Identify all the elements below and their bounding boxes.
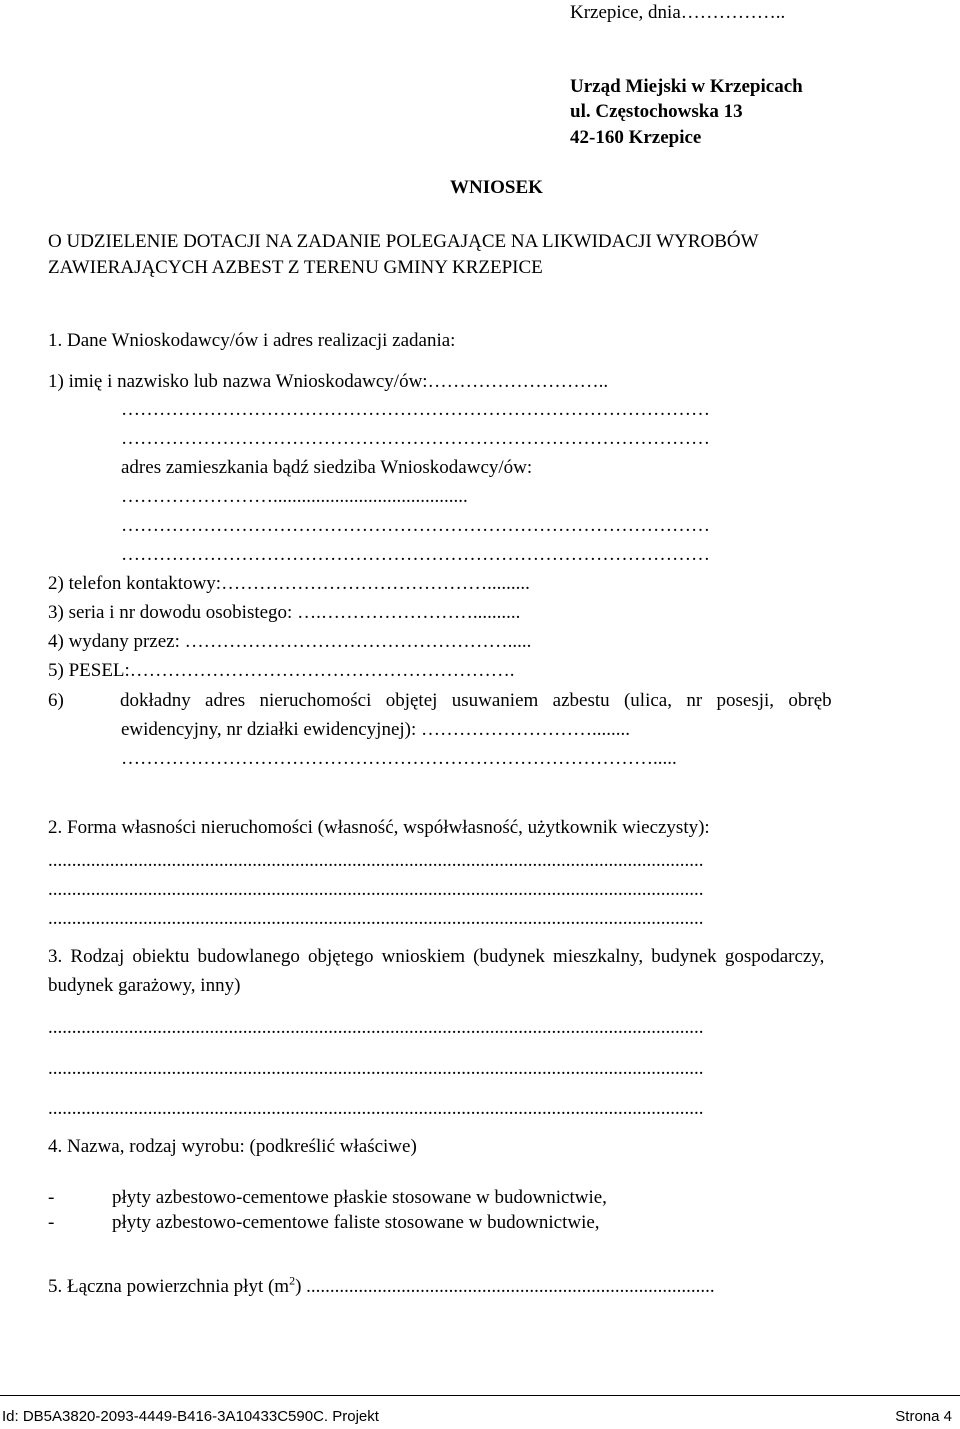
property-address-line2[interactable]: ewidencyjny, nr działki ewidencyjnej): ………………………........: [121, 719, 631, 740]
section3-heading: 3. Rodzaj obiektu budowlanego objętego wnioskiem (budynek mieszkalny, budynek gospodarczy,: [48, 946, 825, 967]
building-type-fill-1[interactable]: ..........................................................................................................................................: [48, 1017, 704, 1038]
pesel-field[interactable]: 5) PESEL:…………………………………………………….: [48, 660, 515, 681]
building-type-fill-2[interactable]: ..........................................................................................................................................: [48, 1058, 704, 1079]
address-fill-3[interactable]: …………………………………………………………………………………: [121, 544, 710, 565]
address-fill-1[interactable]: …………………….........................................: [121, 486, 468, 507]
phone-field[interactable]: 2) telefon kontaktowy:…………………………………….........: [48, 573, 530, 594]
ownership-fill-2[interactable]: ..........................................................................................................................................: [48, 879, 704, 900]
section3-heading-line2: budynek garażowy, inny): [48, 975, 241, 996]
applicant-name-field[interactable]: 1) imię i nazwisko lub nazwa Wnioskodawcy/ów:………………………..: [48, 371, 609, 392]
property-address-fill[interactable]: ………………………………………………………………………….....: [121, 748, 677, 769]
section1-heading: 1. Dane Wnioskodawcy/ów i adres realizacji zadania:: [48, 330, 456, 351]
document-subtitle-line1: O UDZIELENIE DOTACJI NA ZADANIE POLEGAJĄCE NA LIKWIDACJI WYROBÓW: [48, 231, 759, 252]
page-number: Strona 4: [895, 1408, 952, 1425]
office-name: Urząd Miejski w Krzepicach: [570, 76, 803, 97]
bullet-dash: -: [48, 1212, 55, 1233]
property-address-number: 6): [48, 690, 64, 711]
issued-by-field[interactable]: 4) wydany przez: …………………………………………….....: [48, 631, 532, 652]
square-superscript: 2: [289, 1273, 296, 1288]
page-footer: [0, 1395, 960, 1429]
product-option-corrugated-label: płyty azbestowo-cementowe faliste stosowane w budownictwie,: [112, 1212, 600, 1233]
section4-heading: 4. Nazwa, rodzaj wyrobu: (podkreślić właściwe): [48, 1136, 417, 1157]
date-line: Krzepice, dnia……………..: [570, 2, 786, 23]
product-option-corrugated[interactable]: [48, 1212, 600, 1234]
total-area-field[interactable]: [48, 1273, 715, 1298]
product-option-flat-label: płyty azbestowo-cementowe płaskie stosowane w budownictwie,: [112, 1187, 607, 1208]
total-area-fill: ) ......................................................................................: [295, 1276, 715, 1297]
ownership-fill-3[interactable]: ..........................................................................................................................................: [48, 908, 704, 929]
address-label: adres zamieszkania bądź siedziba Wnioskodawcy/ów:: [121, 457, 533, 478]
total-area-label: 5. Łączna powierzchnia płyt (m: [48, 1276, 290, 1297]
document-id: Id: DB5A3820-2093-4449-B416-3A10433C590C. Projekt: [2, 1408, 379, 1425]
office-city: 42-160 Krzepice: [570, 127, 702, 148]
section2-heading: 2. Forma własności nieruchomości (własność, współwłasność, użytkownik wieczysty):: [48, 817, 710, 838]
property-address-text: dokładny adres nieruchomości objętej usuwaniem azbestu (ulica, nr posesji, obręb: [120, 690, 832, 711]
applicant-name-fill-2[interactable]: …………………………………………………………………………………: [121, 428, 710, 449]
document-subtitle-line2: ZAWIERAJĄCYCH AZBEST Z TERENU GMINY KRZEPICE: [48, 257, 543, 278]
applicant-name-fill-1[interactable]: …………………………………………………………………………………: [121, 399, 710, 420]
building-type-fill-3[interactable]: ..........................................................................................................................................: [48, 1098, 704, 1119]
address-fill-2[interactable]: …………………………………………………………………………………: [121, 515, 710, 536]
id-card-field[interactable]: 3) seria i nr dowodu osobistego: ….……………………..........: [48, 602, 521, 623]
bullet-dash: -: [48, 1187, 55, 1208]
product-option-flat[interactable]: [48, 1187, 607, 1209]
office-street: ul. Częstochowska 13: [570, 101, 743, 122]
ownership-fill-1[interactable]: ..........................................................................................................................................: [48, 850, 704, 871]
document-title: WNIOSEK: [450, 177, 543, 198]
